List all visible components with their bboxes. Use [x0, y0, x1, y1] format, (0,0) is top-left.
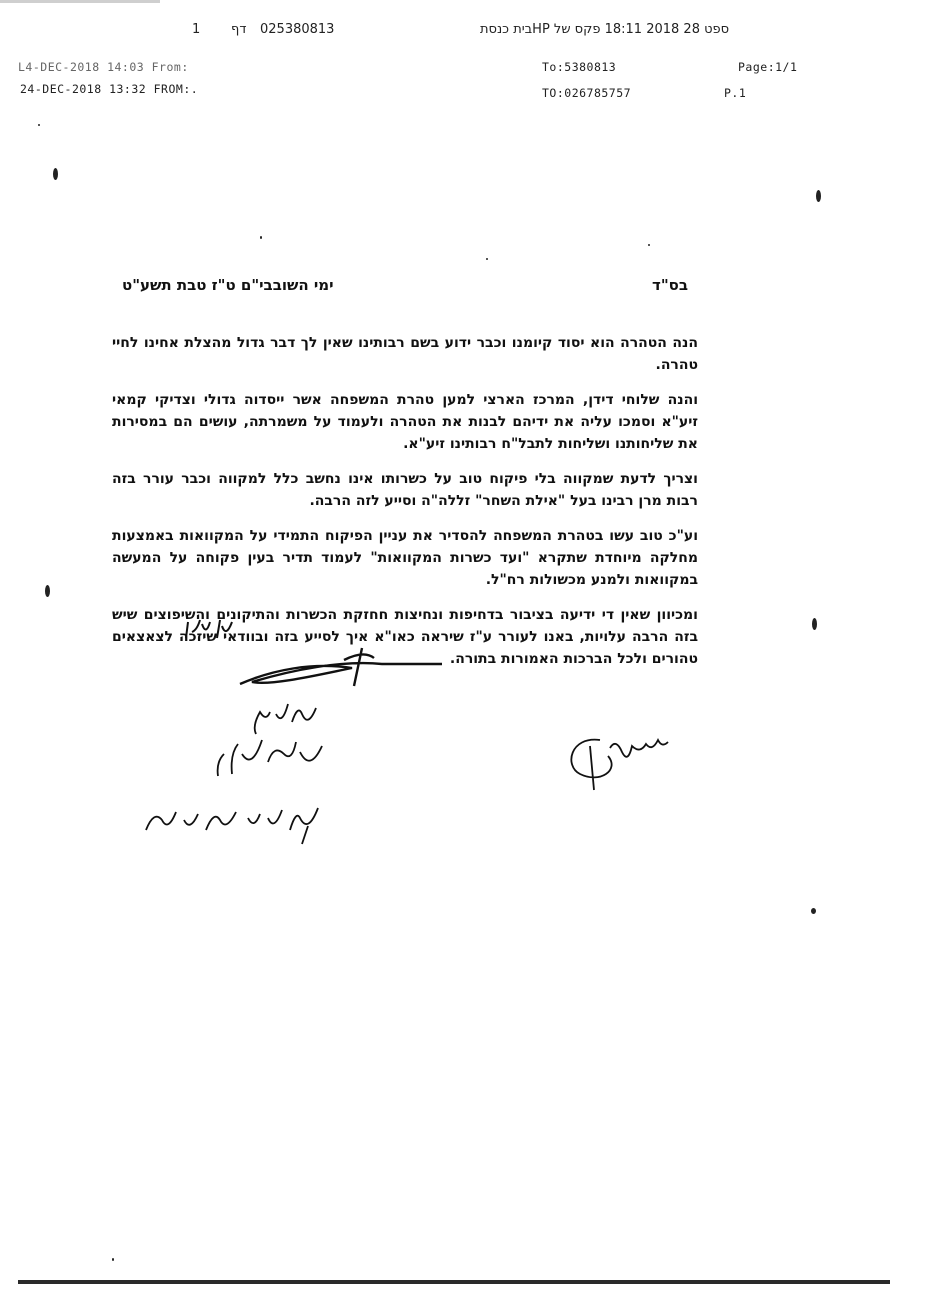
fax-page-word: דף	[231, 22, 247, 37]
fax-line3-page: P.1	[724, 86, 747, 100]
letter-bsd: בס"ד	[652, 276, 688, 294]
signature-edelstein	[204, 694, 334, 790]
signature-main-scrawl	[232, 640, 446, 692]
fax-line2-to: To:5380813	[542, 60, 617, 74]
fax-line3-from: 24-DEC-2018 13:32 FROM:.	[20, 82, 199, 96]
scan-speck	[816, 190, 821, 202]
scan-speck	[486, 258, 488, 260]
signature-goldman	[560, 726, 680, 794]
signature-kopshitz	[132, 796, 328, 846]
fax-number: 025380813	[260, 22, 335, 37]
scan-speck	[38, 124, 40, 126]
fax-sender-line: ספט 28 2018 18:11 פקס של HPבית כנסת	[480, 22, 730, 37]
letter-paragraph-3: וצריך לדעת שמקווה בלי פיקוח טוב על כשרותו אינו נחשב כלל למקווה וכבר עורר בזה רבות מרן רבינו בעל "אילת השחר" זללה"ה וסייע לזה הרבה.	[112, 471, 698, 509]
scan-speck	[112, 1258, 114, 1261]
scan-speck	[648, 244, 650, 246]
fax-line2-from: L4-DEC-2018 14:03 From:	[18, 60, 189, 74]
letter-paragraph-1: הנה הטהרה הוא יסוד קיומנו וכבר ידוע בשם רבותינו שאין לך דבר גדול מהצלת אחינו לחיי טהרה.	[112, 335, 698, 373]
letter-paragraph-2: והנה שלוחי דידן, המרכז הארצי למען טהרת המשפחה אשר ייסדוה גדולי וצדיקי קמאי זיע"א וסמכו עליה את ידיהם לבנות את הטהרה ולעמוד על משמרתה, עושים הם במסירות את שליחותנו ושליחות לתבל"ח רבותינו זיע"א.	[112, 392, 698, 452]
letter-date: ימי השובבי"ם ט"ז טבת תשע"ט	[122, 276, 334, 294]
scan-speck	[45, 585, 50, 597]
scan-bottom-edge	[18, 1280, 890, 1284]
letter-paragraph-4: וע"כ טוב עשו בטהרת המשפחה להסדיר את עניין הפיקוח התמידי על המקוואות באמצעות מחלקה מיוחדת שתקרא "ועד כשרות המקוואות" לעמוד תדיר בעין פקוחה על המעשה במקוואות ולמנע מכשולות רח"ל.	[112, 528, 698, 588]
fax-line3-to: TO:026785757	[542, 86, 632, 100]
signature-appendix	[180, 612, 240, 646]
scan-speck	[53, 168, 58, 180]
scan-speck	[811, 908, 816, 914]
letter-paragraph-5: ומכיוון שאין די ידיעה בציבור בדחיפות ונחיצות חחזקת הכשרות והתיקונים והשיפוצים שיש בזה הרבה עלויות, באנו לעורר ע"ז שיראה כאו"א איך לסייע בזה ובוודאי שיזכה לצאצאים טהורים ולכל הברכות האמורות בתורה.	[112, 607, 698, 667]
scan-speck	[260, 236, 262, 239]
scan-top-edge	[0, 0, 160, 3]
scan-speck	[812, 618, 817, 630]
fax-page-num: 1	[192, 22, 201, 37]
fax-line2-page: Page:1/1	[738, 60, 798, 74]
